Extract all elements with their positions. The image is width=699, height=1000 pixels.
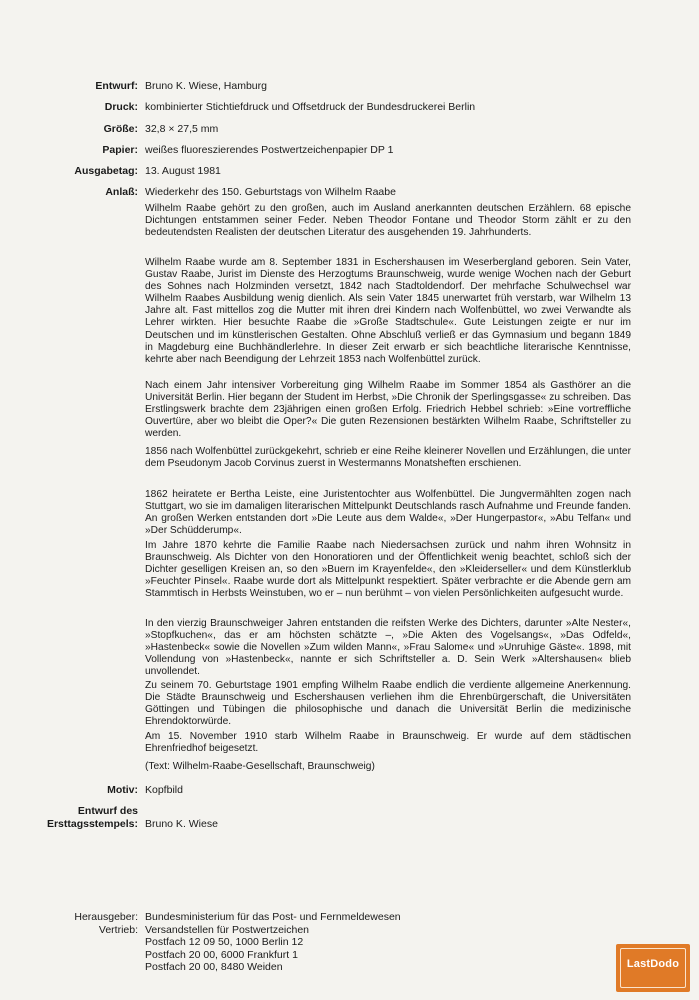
body-paragraph: Am 15. November 1910 starb Wilhelm Raabe in Braunschweig. Er wurde auf dem städtischen Ehrenfriedhof beigesetzt. [145, 731, 631, 755]
field-label: Motiv: [107, 784, 138, 796]
publisher-line: Versandstellen für Postwertzeichen [145, 923, 310, 936]
publisher-line: Postfach 20 00, 8480 Weiden [145, 961, 283, 973]
body-paragraph: Zu seinem 70. Geburtstage 1901 empfing Wilhelm Raabe endlich die verdiente allgemeine Anerkennung. Die Städte Braunschweig und Eschershausen verliehen ihm die Ehrenbürgerschaft, die Universitäten Göttingen und Tübingen die philosophische und danach die Universität Berlin die medizinische Ehrendoktorwürde. [145, 680, 631, 728]
publisher-line: Bundesministerium für das Post- und Fernmeldewesen [145, 911, 401, 923]
field-value: Wiederkehr des 150. Geburtstags von Wilhelm Raabe [145, 186, 396, 198]
field-value: 32,8 × 27,5 mm [145, 123, 219, 135]
body-paragraph: In den vierzig Braunschweiger Jahren entstanden die reifsten Werke des Dichters, darunter »Alte Nester«, »Stopfkuchen«, das er am höchsten schätzte –, »Die Akten des Vogelsangs«, »Das Odfeld«, »Hastenbeck« sowie die Novellen »Zum wilden Mann«, »Frau Salome« und »Unruhige Gäste«. 1898, mit Vollendung von »Hastenbeck«, nannte er sich Schriftsteller a. D. Sein Werk »Altershausen« blieb unvollendet. [145, 618, 631, 678]
field-value: weißes fluoreszierendes Postwertzeichenpapier DP 1 [145, 144, 394, 156]
herausgeber-label: Herausgeber: [74, 911, 138, 923]
publisher-line: Postfach 12 09 50, 1000 Berlin 12 [145, 936, 304, 948]
field-label: Papier: [102, 144, 138, 156]
publisher-line: Postfach 20 00, 6000 Frankfurt 1 [145, 948, 298, 961]
text-credit: (Text: Wilhelm-Raabe-Gesellschaft, Braunschweig) [145, 761, 375, 772]
field-label: Größe: [103, 123, 138, 135]
field-value: kombinierter Stichtiefdruck und Offsetdruck der Bundesdruckerei Berlin [145, 101, 476, 113]
body-paragraph: Nach einem Jahr intensiver Vorbereitung ging Wilhelm Raabe im Sommer 1854 als Gasthörer an die Universität Berlin. Hier begann der Student im Herbst, »Die Chronik der Sperlingsgasse« zu schreiben. Das Erstlingswerk brachte dem 23jährigen einen großen Erfolg. Friedrich Hebbel schrieb: »Eine vortreffliche Ouvertüre, aber wo bleibt die Oper?« Die guten Rezensionen bestärkten Wilhelm Raabe, Schriftsteller zu werden. [145, 380, 631, 440]
field-value: 13. August 1981 [145, 165, 221, 177]
body-paragraph: 1856 nach Wolfenbüttel zurückgekehrt, schrieb er eine Reihe kleinerer Novellen und Erzählungen, die unter dem Pseudonym Jacob Corvinus zuerst in Westermanns Monatsheften erschienen. [145, 446, 631, 470]
body-paragraph: Wilhelm Raabe gehört zu den großen, auch im Ausland anerkannten deutschen Erzählern. 68 epische Dichtungen entstammen seiner Feder. Neben Theodor Fontane und Theodor Storm zählt er zu den bedeutendsten Realisten der deutschen Literatur des ausgehenden 19. Jahrhunderts. [145, 203, 631, 239]
logo-text: LastDodo [626, 958, 680, 970]
body-paragraph: 1862 heiratete er Bertha Leiste, eine Juristentochter aus Wolfenbüttel. Die Jungvermählten zogen nach Stuttgart, wo sie im damaligen literarischen Mittelpunkt Deutschlands rasch Aufnahme und Freunde fanden. An großen Werken entstanden dort »Die Leute aus dem Walde«, »Der Hungerpastor«, »Abu Telfan« und »Der Schüdderump«. [145, 489, 631, 537]
body-paragraph: Im Jahre 1870 kehrte die Familie Raabe nach Niedersachsen zurück und nahm ihren Wohnsitz in Braunschweig. Als Dichter von den Honoratioren und der Öffentlichkeit wenig beachtet, schloß sich der Dichter geselligen Kreisen an, so den »Buern im Krayenfelde«, den »Kleiderseller« und dem Künstlerklub »Feuchter Pinsel«. Raabe wurde dort als Mittelpunkt respektiert. Später verbrachte er die Abende gern am Stammtisch in Herbsts Weinstuben, wo er – nun berühmt – von vielen Persönlichkeiten aufgesucht wurde. [145, 540, 631, 600]
field-label-line2: Ersttagsstempels: [46, 818, 138, 830]
field-label: Entwurf: [95, 80, 138, 92]
vertrieb-label: Vertrieb: [98, 923, 138, 936]
field-value: Bruno K. Wiese, Hamburg [145, 80, 267, 92]
field-value: Bruno K. Wiese [145, 818, 218, 830]
lastdodo-logo [616, 944, 690, 992]
field-label: Ausgabetag: [74, 165, 138, 177]
field-label-line1: Entwurf des [77, 805, 138, 817]
body-paragraph: Wilhelm Raabe wurde am 8. September 1831 in Eschershausen im Weserbergland geboren. Sein Vater, Gustav Raabe, Jurist im Dienste des Herzogtums Braunschweig, wurde wenige Wochen nach der Geburt des Sohnes nach Holzminden versetzt, 1842 nach Stadtoldendorf. Der mehrfache Schulwechsel war Wilhelm Raabes Ausbildung wenig dienlich. Als sein Vater 1845 unerwartet früh verstarb, war Wilhelm 13 Jahre alt. Fast mittellos zog die Mutter mit ihren drei Kindern nach Wolfenbüttel, wo zwei Verwandte als Lehrer wirkten. Hier besuchte Raabe die »Große Stadtschule«. Gute Leistungen zeigte er nur im Deutschen und im künstlerischen Gestalten. Ohne Abschluß verließ er das Gymnasium und begann 1849 in Magdeburg eine Buchhändlerlehre. In dieser Zeit erwarb er sich beachtliche literarische Kenntnisse, kehrte aber nach Beendigung der Lehrzeit 1853 nach Wolfenbüttel zurück. [145, 257, 631, 365]
field-value: Kopfbild [145, 784, 183, 796]
field-label: Druck: [104, 101, 138, 113]
field-label: Anlaß: [105, 186, 138, 198]
